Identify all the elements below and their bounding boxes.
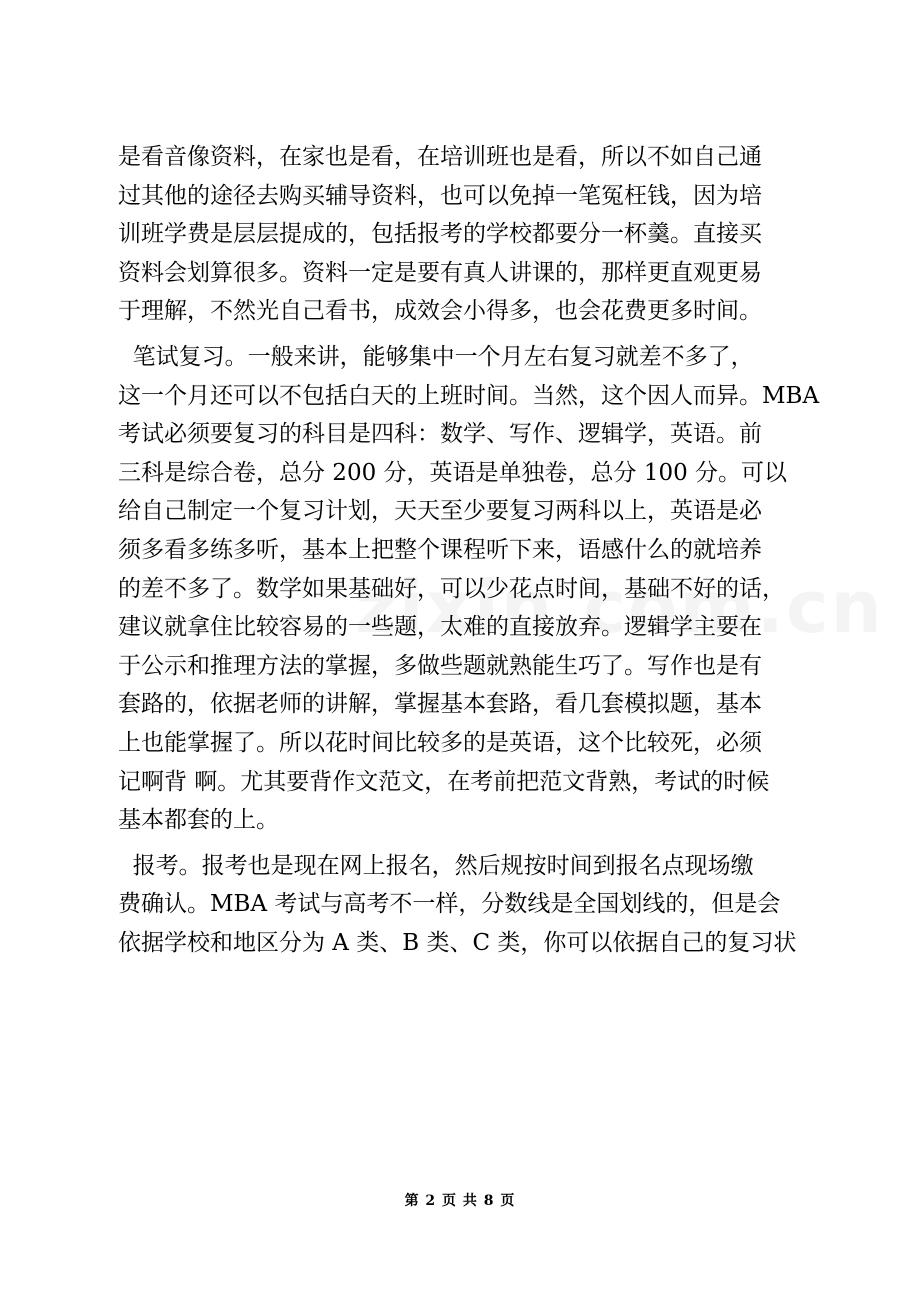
text-line: 笔试复习。一般来讲，能够集中一个月左右复习就差不多了， [118,343,754,370]
paragraph [118,338,820,840]
text-line: 上也能掌握了。所以花时间比较多的是英语，这个比较死，必须 [118,729,762,756]
text-line: 记啊背 啊。尤其要背作文范文，在考前把范文背熟，考试的时候 [118,768,770,795]
text-line: 考试必须要复习的科目是四科：数学、写作、逻辑学，英语。前 [118,421,762,448]
text-line: 训班学费是层层提成的，包括报考的学校都要分一杯羹。直接买 [118,221,762,248]
text-line: 于理解，不然光自己看书，成效会小得多，也会花费更多时间。 [118,298,762,325]
text-line: 资料会划算很多。资料一定是要有真人讲课的，那样更直观更易 [118,259,762,286]
page-footer: 第 2 页 共 8 页 [404,1193,516,1209]
text-line: 给自己制定一个复习计划，天天至少要复习两科以上，英语是必 [118,498,762,525]
text-line: 于公示和推理方法的掌握，多做些题就熟能生巧了。写作也是有 [118,652,762,679]
paragraph [118,847,808,963]
text-line: 是看音像资料，在家也是看，在培训班也是看，所以不如自己通 [118,144,762,170]
text-line: 过其他的途径去购买辅导资料，也可以免掉一笔冤枉钱，因为培 [118,182,762,209]
text-line: 费确认。MBA 考试与高考不一样，分数线是全国划线的，但是会 [118,891,781,918]
text-line: 三科是综合卷，总分 200 分，英语是单独卷，总分 100 分。可以 [118,459,788,486]
text-line: 依据学校和地区分为 A 类、B 类、C 类，你可以依据自己的复习状 [118,929,797,956]
text-line: 建议就拿住比较容易的一些题，太难的直接放弃。逻辑学主要在 [118,614,762,641]
text-line: 的差不多了。数学如果基础好，可以少花点时间，基础不好的话， [118,575,785,602]
text-line: 这一个月还可以不包括白天的上班时间。当然，这个因人而异。MBA [118,382,820,409]
text-line: 报考。报考也是现在网上报名，然后规按时间到报名点现场缴 [118,852,754,879]
paragraph [118,138,808,331]
text-line: 基本都套的上。 [118,807,279,834]
text-line: 套路的，依据老师的讲解，掌握基本套路，看几套模拟题，基本 [118,691,762,718]
text-line: 须多看多练多听，基本上把整个课程听下来，语感什么的就培养 [118,536,762,563]
body-text [118,138,820,962]
